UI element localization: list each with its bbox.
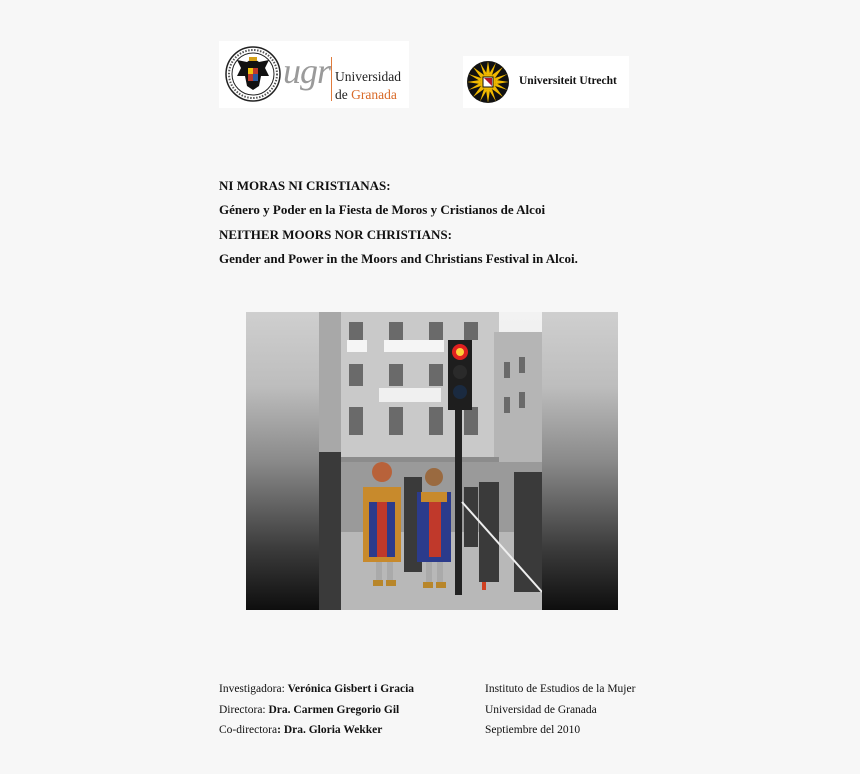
credit-name: Dra. Carmen Gregorio Gil: [268, 703, 400, 716]
uu-name: Universiteit Utrecht: [519, 75, 617, 87]
cover-photo: [246, 312, 618, 610]
uu-sun-icon: [466, 60, 510, 104]
credit-director: [219, 700, 414, 721]
credit-role: Directora:: [219, 703, 269, 716]
title-spanish-main: NI MORAS NI CRISTIANAS:: [219, 178, 391, 193]
credit-role: Co-directora: [219, 724, 278, 736]
ugr-seal-icon: [225, 46, 281, 102]
institute-name: Instituto de Estudios de la Mujer: [485, 683, 636, 695]
subtitle-spanish: Género y Poder en la Fiesta de Moros y Cristianos de Alcoi: [219, 202, 546, 218]
ugr-divider: [331, 57, 332, 101]
ugr-name-line2: [335, 87, 397, 102]
credit-co-director: [219, 720, 414, 741]
credit-name: : Dra. Gloria Wekker: [277, 724, 383, 736]
ugr-name-de: de: [335, 87, 348, 102]
university-name: Universidad de Granada: [485, 703, 597, 716]
document-titles: [219, 174, 578, 271]
ugr-name-line1: Universidad: [335, 69, 401, 84]
institution-info: [485, 679, 635, 741]
credit-researcher: [219, 679, 414, 700]
title-english-main: NEITHER MOORS NOR CHRISTIANS:: [219, 226, 452, 242]
street-scene-image: [319, 312, 542, 610]
publication-date: Septiembre del 2010: [485, 724, 581, 736]
uu-logo: [463, 56, 629, 108]
credit-name: Verónica Gisbert i Gracia: [287, 683, 415, 695]
ugr-logo: [219, 41, 409, 108]
ugr-mark: ugr: [283, 51, 331, 91]
subtitle-english: Gender and Power in the Moors and Christians Festival in Alcoi.: [219, 250, 578, 266]
ugr-name-granada: Granada: [351, 87, 397, 102]
credit-role: Investigadora:: [219, 683, 288, 695]
credits: [219, 679, 414, 741]
